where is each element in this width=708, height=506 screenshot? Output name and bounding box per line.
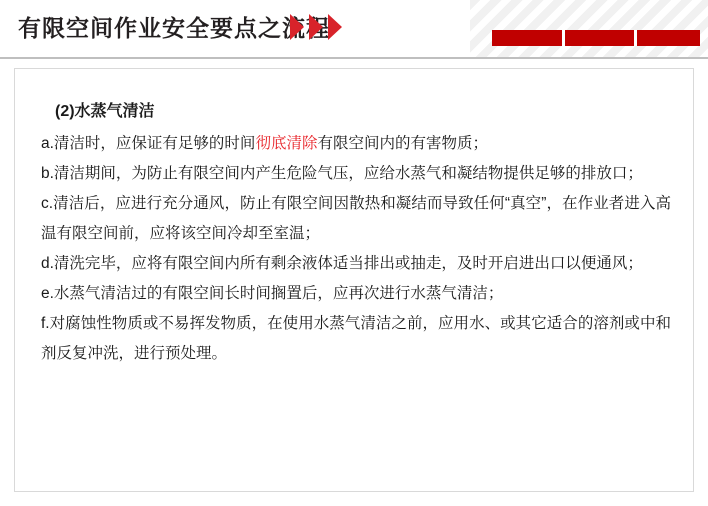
paragraph-a-text-before: a.清洁时，应保证有足够的时间 (41, 135, 256, 152)
content-card (14, 68, 694, 492)
paragraph-a-highlight: 彻底清除 (255, 135, 318, 152)
paragraph-c: c.清洁后，应进行充分通风，防止有限空间因散热和凝结而导致任何“真空”，在作业者进入高温有限空间前，应将该空间冷却至室温； (41, 195, 671, 242)
paragraph-d: d.清洗完毕，应将有限空间内所有剩余液体适当排出或抽走，及时开启进出口以便通风； (41, 255, 643, 272)
paragraph-b: b.清洁期间，为防止有限空间内产生危险气压，应给水蒸气和凝结物提供足够的排放口； (41, 165, 643, 182)
paragraph-a (41, 129, 671, 159)
section-subheading: (2)水蒸气清洁 (55, 103, 155, 120)
header-divider (0, 57, 708, 59)
header-accent-block (492, 30, 700, 46)
paragraph-e: e.水蒸气清洁过的有限空间长时间搁置后，应再次进行水蒸气清洁； (41, 285, 504, 302)
page-title: 有限空间作业安全要点之流程 (18, 15, 330, 41)
double-chevron-right-icon (290, 14, 366, 40)
paragraph-a-text-after: 有限空间内的有害物质； (317, 135, 488, 152)
body-text (41, 97, 671, 369)
paragraph-f: f.对腐蚀性物质或不易挥发物质，在使用水蒸气清洁之前，应用水、或其它适合的溶剂或中和剂反复冲洗，进行预处理。 (41, 315, 671, 362)
